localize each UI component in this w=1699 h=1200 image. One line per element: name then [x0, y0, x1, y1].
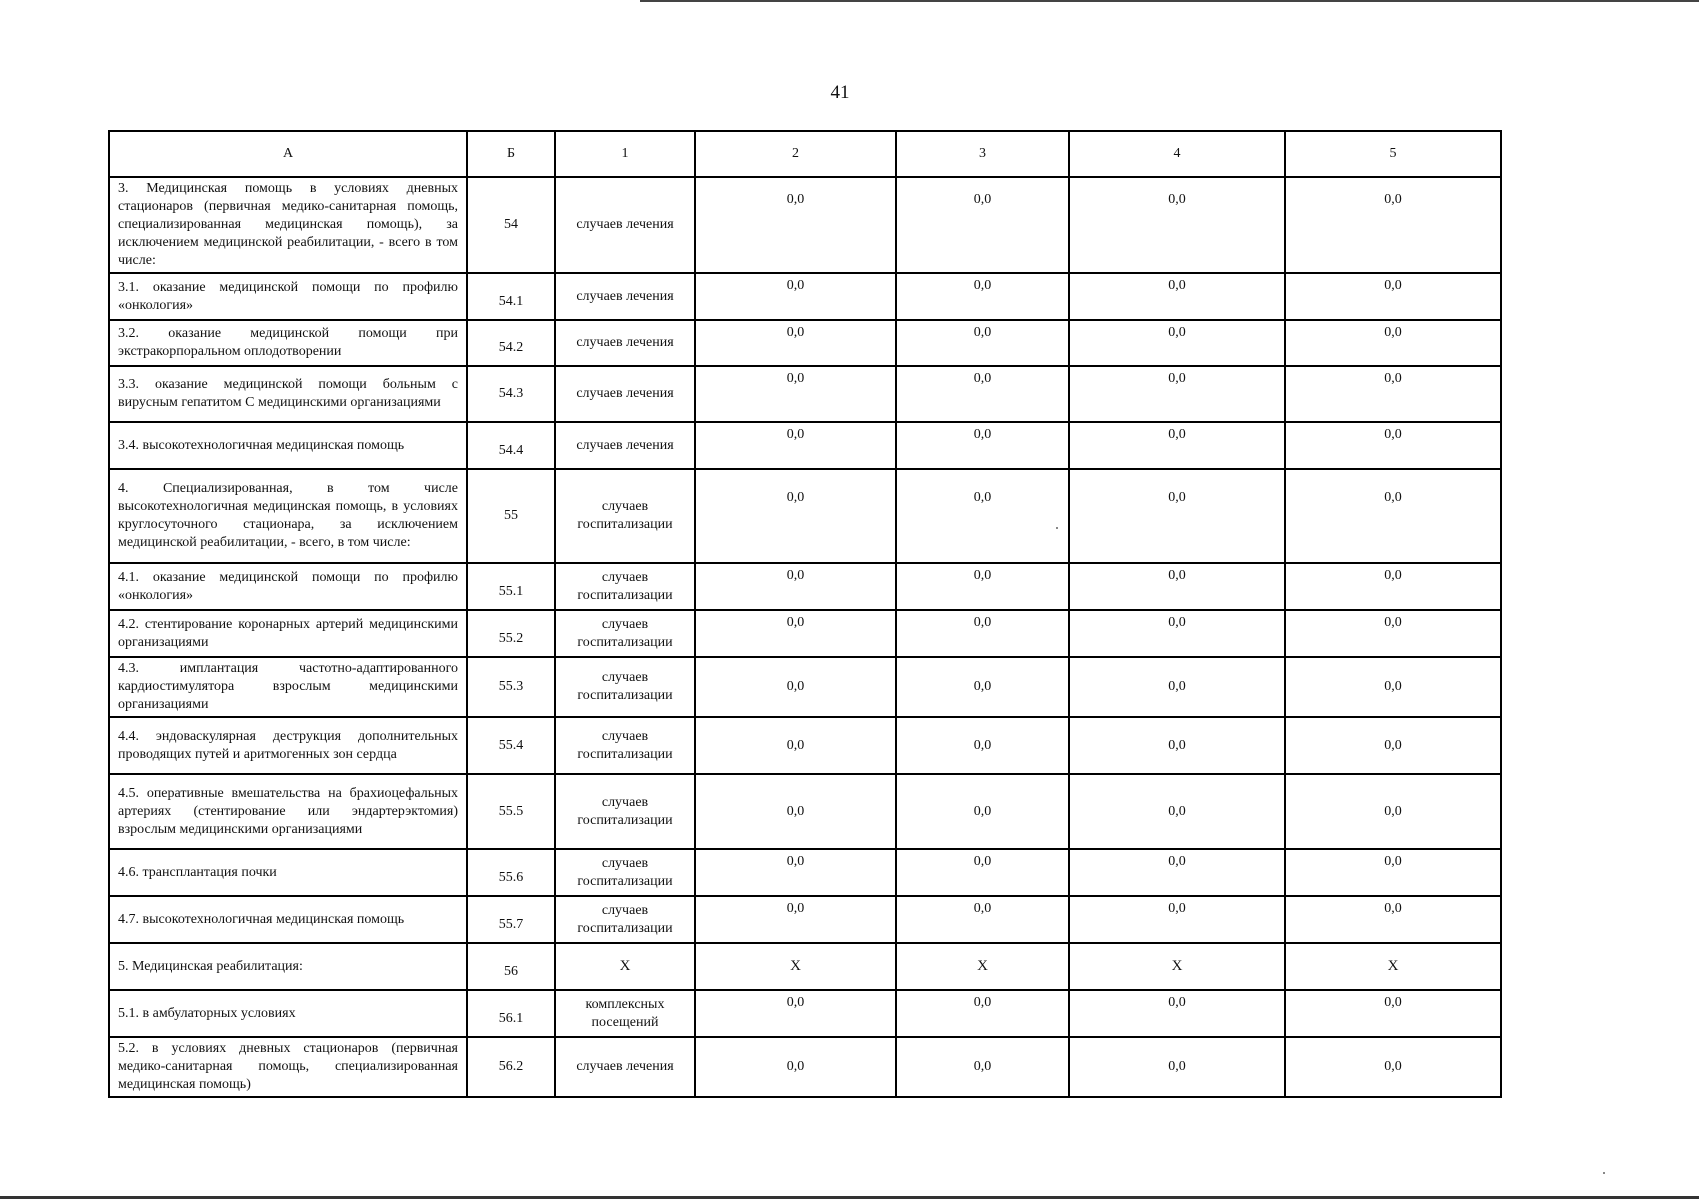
row-value-3: 0,0	[896, 563, 1069, 610]
row-code	[467, 563, 555, 610]
row-value-3: 0,0	[896, 177, 1069, 273]
row-code-text: 56.1	[498, 1010, 524, 1026]
table-row	[109, 657, 1501, 717]
scan-speck	[1603, 1172, 1605, 1174]
row-code-text: 55.1	[498, 583, 524, 599]
scan-edge-bottom	[0, 1196, 1699, 1199]
table-row	[109, 717, 1501, 774]
row-code: 54.3	[467, 366, 555, 422]
row-value-2: 0,0	[695, 563, 896, 610]
row-value-5: 0,0	[1285, 657, 1501, 717]
row-value-5: 0,0	[1285, 1037, 1501, 1097]
row-value-2: 0,0	[695, 657, 896, 717]
scan-edge-top	[640, 0, 1699, 2]
row-value-4: 0,0	[1069, 990, 1285, 1037]
row-value-5: 0,0	[1285, 563, 1501, 610]
row-value-2: 0,0	[695, 320, 896, 366]
row-value-4: 0,0	[1069, 366, 1285, 422]
header-cell-4: 4	[1069, 131, 1285, 177]
row-value-2: 0,0	[695, 366, 896, 422]
header-cell-b: Б	[467, 131, 555, 177]
table-row	[109, 1037, 1501, 1097]
row-name: 3.1. оказание медицинской помощи по профилю «онкология»	[109, 273, 467, 320]
row-code-text: 54.4	[498, 442, 524, 458]
row-name: 4.3. имплантация частотно-адаптированного кардиостимулятора взрослым медицинскими организациями	[109, 657, 467, 717]
row-code	[467, 320, 555, 366]
row-unit: Х	[555, 943, 695, 990]
row-code	[467, 943, 555, 990]
row-value-3: 0,0	[896, 422, 1069, 469]
table-row	[109, 896, 1501, 943]
row-code: 55	[467, 469, 555, 563]
row-value-3: 0,0	[896, 320, 1069, 366]
header-cell-3: 3	[896, 131, 1069, 177]
row-name: 4.4. эндоваскулярная деструкция дополнительных проводящих путей и аритмогенных зон сердца	[109, 717, 467, 774]
row-value-3: 0,0	[896, 273, 1069, 320]
row-code	[467, 610, 555, 657]
row-code: 54	[467, 177, 555, 273]
row-value-3: 0,0	[896, 469, 1069, 563]
scan-speck	[1056, 527, 1058, 529]
row-code: 55.3	[467, 657, 555, 717]
row-value-5: 0,0	[1285, 990, 1501, 1037]
row-unit: случаев лечения	[555, 320, 695, 366]
row-code-text: 55.7	[498, 916, 524, 932]
row-name: 3.3. оказание медицинской помощи больным с вирусным гепатитом С медицинскими организациями	[109, 366, 467, 422]
row-value-3: 0,0	[896, 717, 1069, 774]
row-name: 4. Специализированная, в том числе высокотехнологичная медицинская помощь, в условиях круглосуточного стационара, за исключением медицинской реабилитации, - всего, в том числе:	[109, 469, 467, 563]
row-unit: случаев госпитализации	[555, 717, 695, 774]
row-value-4: 0,0	[1069, 657, 1285, 717]
row-value-4: 0,0	[1069, 849, 1285, 896]
row-value-3: 0,0	[896, 1037, 1069, 1097]
row-value-3: 0,0	[896, 774, 1069, 849]
row-unit: случаев лечения	[555, 1037, 695, 1097]
row-value-5: 0,0	[1285, 320, 1501, 366]
row-value-5: 0,0	[1285, 422, 1501, 469]
row-name: 4.7. высокотехнологичная медицинская помощь	[109, 896, 467, 943]
row-code: 55.5	[467, 774, 555, 849]
row-value-5: 0,0	[1285, 774, 1501, 849]
row-unit: случаев лечения	[555, 177, 695, 273]
table-row	[109, 849, 1501, 896]
row-code: 55.4	[467, 717, 555, 774]
table-row	[109, 990, 1501, 1037]
row-unit: случаев госпитализации	[555, 657, 695, 717]
row-code	[467, 273, 555, 320]
row-value-5: Х	[1285, 943, 1501, 990]
table-row	[109, 177, 1501, 273]
row-unit: случаев лечения	[555, 422, 695, 469]
row-value-5: 0,0	[1285, 610, 1501, 657]
row-value-5: 0,0	[1285, 177, 1501, 273]
row-code-text: 54.2	[498, 340, 524, 355]
row-value-3: Х	[896, 943, 1069, 990]
row-name: 5.2. в условиях дневных стационаров (первичная медико-санитарная помощь, специализированная медицинская помощь)	[109, 1037, 467, 1097]
row-name: 3.2. оказание медицинской помощи при экстракорпоральном оплодотворении	[109, 320, 467, 366]
row-value-3: 0,0	[896, 657, 1069, 717]
table-row	[109, 610, 1501, 657]
row-value-3: 0,0	[896, 366, 1069, 422]
row-value-5: 0,0	[1285, 469, 1501, 563]
row-value-3: 0,0	[896, 896, 1069, 943]
header-row	[109, 131, 1501, 177]
row-name: 3.4. высокотехнологичная медицинская помощь	[109, 422, 467, 469]
row-code	[467, 422, 555, 469]
data-table	[108, 130, 1502, 1098]
row-value-2: 0,0	[695, 177, 896, 273]
row-name: 4.1. оказание медицинской помощи по профилю «онкология»	[109, 563, 467, 610]
row-value-2: 0,0	[695, 610, 896, 657]
row-code: 56.2	[467, 1037, 555, 1097]
row-value-4: 0,0	[1069, 1037, 1285, 1097]
row-value-5: 0,0	[1285, 366, 1501, 422]
row-value-5: 0,0	[1285, 717, 1501, 774]
row-value-4: 0,0	[1069, 774, 1285, 849]
row-value-3: 0,0	[896, 990, 1069, 1037]
row-unit: случаев госпитализации	[555, 849, 695, 896]
row-value-4: 0,0	[1069, 469, 1285, 563]
row-value-2: 0,0	[695, 990, 896, 1037]
row-value-4: 0,0	[1069, 563, 1285, 610]
row-value-4: 0,0	[1069, 422, 1285, 469]
row-code	[467, 990, 555, 1037]
row-code	[467, 896, 555, 943]
row-value-2: 0,0	[695, 422, 896, 469]
page-number: 41	[830, 82, 850, 103]
row-value-3: 0,0	[896, 610, 1069, 657]
row-unit: случаев лечения	[555, 366, 695, 422]
table-row	[109, 469, 1501, 563]
table-row	[109, 422, 1501, 469]
row-code-text: 54.1	[498, 293, 524, 309]
row-name: 4.5. оперативные вмешательства на брахиоцефальных артериях (стентирование или эндартерэктомия) взрослым медицинскими организациями	[109, 774, 467, 849]
row-value-5: 0,0	[1285, 849, 1501, 896]
row-value-2: Х	[695, 943, 896, 990]
header-cell-1: 1	[555, 131, 695, 177]
row-value-4: 0,0	[1069, 610, 1285, 657]
table-row	[109, 366, 1501, 422]
row-name: 4.6. трансплантация почки	[109, 849, 467, 896]
row-unit: комплексных посещений	[555, 990, 695, 1037]
row-code-text: 55.2	[498, 630, 524, 646]
row-value-4: 0,0	[1069, 320, 1285, 366]
row-code-text: 56	[504, 963, 518, 979]
row-unit: случаев госпитализации	[555, 774, 695, 849]
row-value-2: 0,0	[695, 273, 896, 320]
row-unit: случаев госпитализации	[555, 610, 695, 657]
row-unit: случаев госпитализации	[555, 469, 695, 563]
row-code	[467, 849, 555, 896]
row-value-2: 0,0	[695, 469, 896, 563]
row-value-5: 0,0	[1285, 273, 1501, 320]
table-row	[109, 563, 1501, 610]
row-value-4: 0,0	[1069, 273, 1285, 320]
row-value-4: 0,0	[1069, 896, 1285, 943]
row-name: 5.1. в амбулаторных условиях	[109, 990, 467, 1037]
row-value-2: 0,0	[695, 896, 896, 943]
header-cell-5: 5	[1285, 131, 1501, 177]
row-value-2: 0,0	[695, 1037, 896, 1097]
table-row	[109, 320, 1501, 366]
row-value-4: Х	[1069, 943, 1285, 990]
row-unit: случаев госпитализации	[555, 563, 695, 610]
row-value-2: 0,0	[695, 849, 896, 896]
row-name: 5. Медицинская реабилитация:	[109, 943, 467, 990]
header-cell-a: А	[109, 131, 467, 177]
row-value-4: 0,0	[1069, 177, 1285, 273]
table-row	[109, 943, 1501, 990]
row-value-2: 0,0	[695, 774, 896, 849]
row-value-3: 0,0	[896, 849, 1069, 896]
row-name: 4.2. стентирование коронарных артерий медицинскими организациями	[109, 610, 467, 657]
row-unit: случаев госпитализации	[555, 896, 695, 943]
row-unit: случаев лечения	[555, 273, 695, 320]
row-code-text: 55.6	[498, 869, 524, 885]
header-cell-2: 2	[695, 131, 896, 177]
row-value-5: 0,0	[1285, 896, 1501, 943]
table-row	[109, 774, 1501, 849]
row-value-4: 0,0	[1069, 717, 1285, 774]
row-value-2: 0,0	[695, 717, 896, 774]
row-name: 3. Медицинская помощь в условиях дневных стационаров (первичная медико-санитарная помощь, специализированная медицинская помощь), за исключением медицинской реабилитации, - всего в том числе:	[109, 177, 467, 273]
table-row	[109, 273, 1501, 320]
